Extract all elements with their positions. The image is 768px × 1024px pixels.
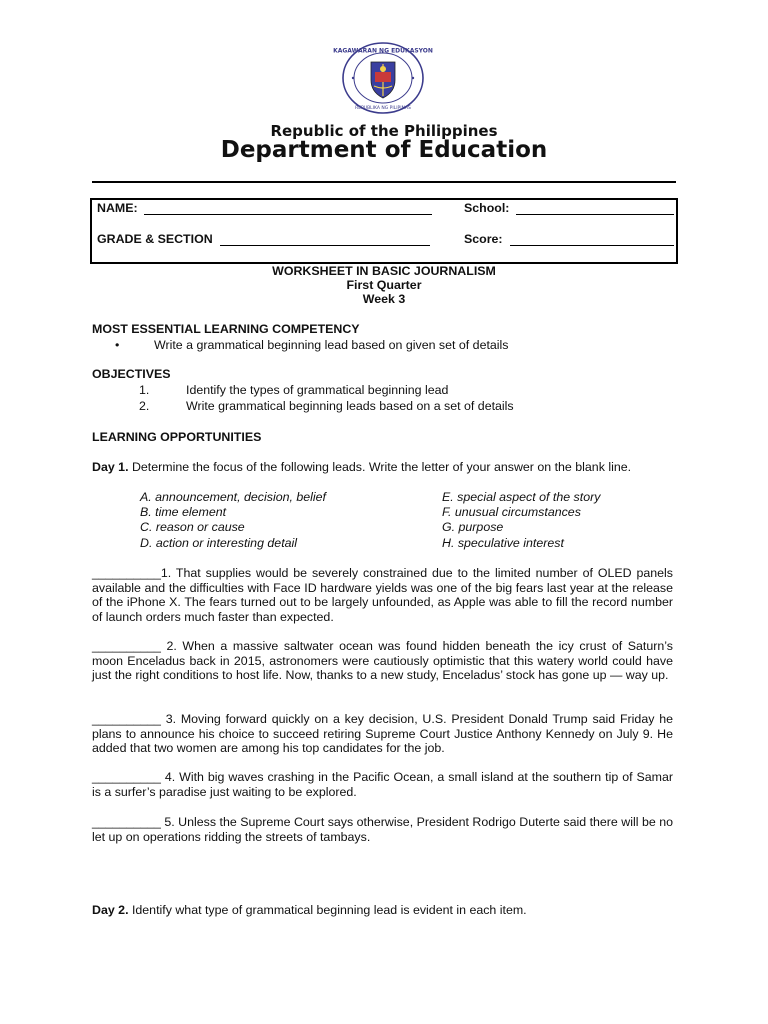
competency-heading: MOST ESSENTIAL LEARNING COMPETENCY [92,322,360,336]
choice-item: H. speculative interest [442,536,564,550]
choice-item: D. action or interesting detail [140,536,298,550]
day1-item-4: __________ 4. With big waves crashing in the Pacific Ocean, a small island at the southern tip of Samar is a surfer’s paradise just waiting to be explored. [92,770,673,799]
learning-opportunities-heading: LEARNING OPPORTUNITIES [92,430,262,444]
header-country: Republic of the Philippines [270,122,498,140]
name-label: NAME: [97,201,138,215]
day1-item-2: __________ 2. When a massive saltwater ocean was found hidden beneath the icy crust of Saturn’s moon Enceladus back in 2015, astronomers were cautiously optimistic that this watery world could have just the right conditions to host life. Now, thanks to a new study, Enceladus’ stock has gone up — way up. [92,639,673,683]
deped-seal-icon [333,42,433,114]
seal-text-bottom: REPUBLIKA NG PILIPINAS [355,106,411,111]
seal-text-top: KAGAWARAN NG EDUKASYON [333,47,433,55]
grade-section-field[interactable] [220,245,430,246]
day1-item-5: __________ 5. Unless the Supreme Court says otherwise, President Rodrigo Duterte said there will be no let up on operations ridding the streets of tambays. [92,815,673,844]
score-label: Score: [464,232,503,246]
worksheet-week: Week 3 [362,292,406,306]
day1-item-3: __________ 3. Moving forward quickly on a key decision, U.S. President Donald Trump said Friday he plans to announce his choice to succeed retiring Supreme Court Justice Anthony Kennedy on July 9. He added that two women are among his top candidates for the job. [92,712,673,756]
header-divider [92,181,676,183]
day1-instruction-text: Determine the focus of the following leads. Write the letter of your answer on the blank line. [128,460,632,474]
competency-item: Write a grammatical beginning lead based on given set of details [154,338,509,352]
worksheet-title: WORKSHEET IN BASIC JOURNALISM [272,264,496,278]
choice-item: G. purpose [442,520,504,534]
choice-item: F. unusual circumstances [442,505,581,519]
grade-section-label: GRADE & SECTION [97,232,213,246]
day1-instruction [92,460,631,474]
objective-text: Write grammatical beginning leads based on a set of details [186,399,514,413]
header-department: Department of Education [220,137,548,163]
day2-instruction-text: Identify what type of grammatical beginning lead is evident in each item. [128,903,527,917]
objective-text: Identify the types of grammatical beginning lead [186,383,449,397]
school-field[interactable] [516,214,674,215]
score-field[interactable] [510,245,674,246]
objectives-heading: OBJECTIVES [92,367,171,381]
day2-instruction [92,903,527,917]
objective-number: 2. [139,399,150,413]
school-label: School: [464,201,510,215]
day1-item-1: __________1. That supplies would be severely constrained due to the limited number of OLED panels available and the difficulties with Face ID hardware yields was one of the big fears last year at the release of the iPhone X. The fears turned out to be largely unfounded, as Apple was able to fill the record number of launch orders much faster than expected. [92,566,673,624]
day1-label: Day 1. [92,460,129,474]
objective-number: 1. [139,383,150,397]
day2-label: Day 2. [92,903,129,917]
name-field[interactable] [144,214,432,215]
worksheet-quarter: First Quarter [346,278,422,292]
choice-item: B. time element [140,505,227,519]
choice-item: C. reason or cause [140,520,245,534]
student-info-box [90,198,678,264]
choice-item: E. special aspect of the story [442,490,601,504]
choice-item: A. announcement, decision, belief [140,490,326,504]
competency-bullet: • [115,338,120,352]
